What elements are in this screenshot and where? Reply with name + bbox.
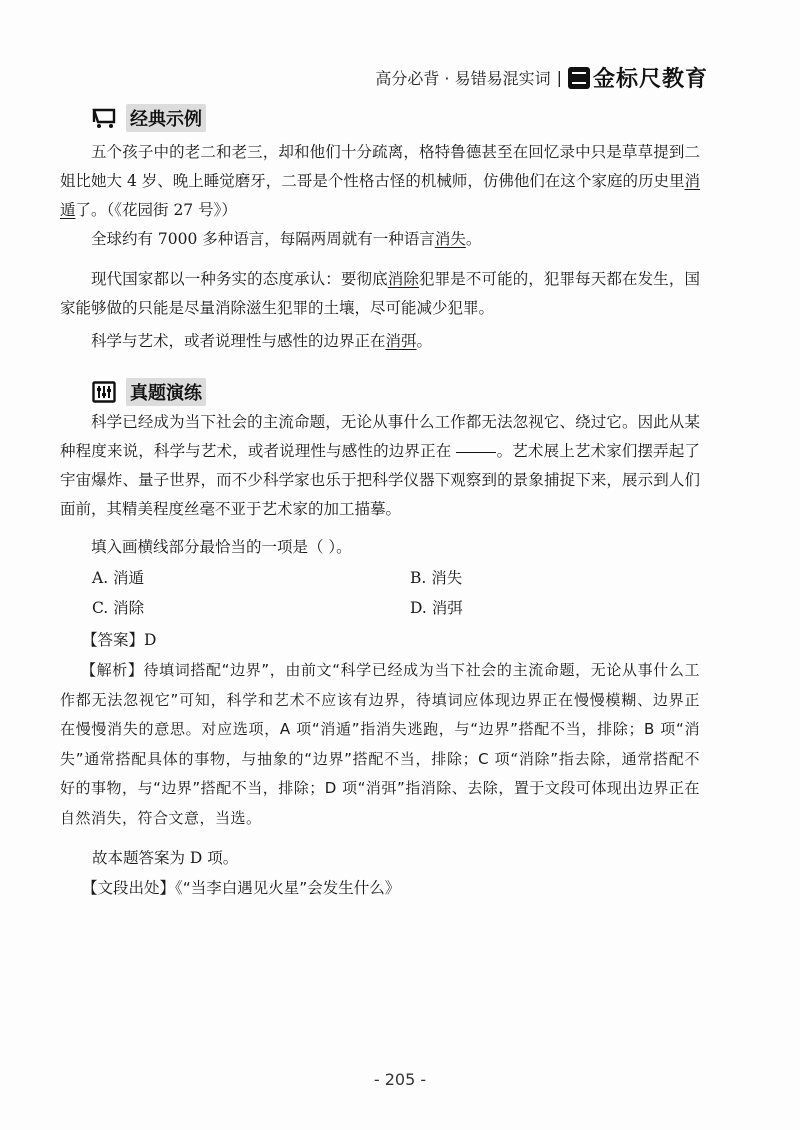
section-practice-heading: [92, 378, 206, 406]
option-a: A. 消遁: [92, 569, 145, 587]
cart-icon: [92, 107, 116, 129]
example-paragraph-4: 科学与艺术，或者说理性与感性的边界正在消弭。: [91, 332, 433, 350]
brand-mark-icon: [568, 67, 590, 89]
underlined-word: 消失: [434, 230, 466, 248]
section-classic-examples-heading: [92, 104, 206, 132]
option-d: D. 消弭: [410, 599, 463, 617]
sliders-icon: [92, 381, 116, 403]
underlined-word: 消除: [387, 270, 419, 288]
answer-line: 【答案】D: [82, 631, 157, 649]
example-paragraph-2: 全球约有 7000 多种语言，每隔两周就有一种语言消失。: [91, 230, 482, 248]
option-c: C. 消除: [92, 599, 145, 617]
question-stem: 科学已经成为当下社会的主流命题，无论从事什么工作都无法忽视它、绕过它。因此从某种程度来说，科学与艺术，或者说理性与感性的边界正在 。艺术展上艺术家们摆弄起了宇宙爆炸、量子世界，而不少科学家也乐于把科学仪器下观察到的景象捕捉下来，展示到人们面前，其精美程度丝毫不亚于艺术家的加工描摹。: [60, 413, 700, 518]
brand-logo: [568, 62, 708, 93]
header-separator: |: [556, 68, 562, 87]
example-paragraph-1: 五个孩子中的老二和老三，却和他们十分疏离，格特鲁德甚至在回忆录中只是草草提到二姐比她大 4 岁、晚上睡觉磨牙，二哥是个性格古怪的机械师，仿佛他们在这个家庭的历史里消遁了。（《花园街 27 号》）: [60, 143, 700, 219]
analysis-paragraph: 【解析】待填词搭配“边界”，由前文“科学已经成为当下社会的主流命题，无论从事什么工作都无法忽视它”可知，科学和艺术不应该有边界，待填词应体现边界正在慢慢模糊、边界正在慢慢消失的意思。对应选项，A 项“消遁”指消失逃跑，与“边界”搭配不当，排除；B 项“消失”通常搭配具体的事物，与抽象的“边界”搭配不当，排除；C 项“消除”指去除，通常搭配不好的事物，与“边界”搭配不当，排除；D 项“消弭”指消除、去除，置于文段可体现出边界正在自然消失，符合文意，当选。: [60, 661, 700, 827]
example-paragraph-3: 现代国家都以一种务实的态度承认：要彻底消除犯罪是不可能的，犯罪每天都在发生，国家能够做的只能是尽量消除滋生犯罪的土壤，尽可能减少犯罪。: [60, 270, 700, 317]
source-line: 【文段出处】《“当李白遇见火星”会发生什么》: [82, 879, 401, 897]
section-title: 经典示例: [126, 104, 206, 132]
header-title: 高分必背 · 易错易混实词: [375, 69, 551, 88]
page-header: [375, 62, 708, 93]
underlined-word: 消遁: [60, 172, 700, 219]
conclusion-line: 故本题答案为 D 项。: [92, 849, 239, 867]
underlined-word: 消弭: [385, 332, 417, 350]
brand-name: 金标尺教育: [592, 67, 708, 92]
page-number: - 205 -: [373, 1070, 427, 1089]
section-title: 真题演练: [126, 378, 206, 406]
option-b: B. 消失: [410, 569, 463, 587]
fill-blank: [456, 451, 496, 453]
question-prompt: 填入画横线部分最恰当的一项是（ ）。: [91, 538, 352, 556]
